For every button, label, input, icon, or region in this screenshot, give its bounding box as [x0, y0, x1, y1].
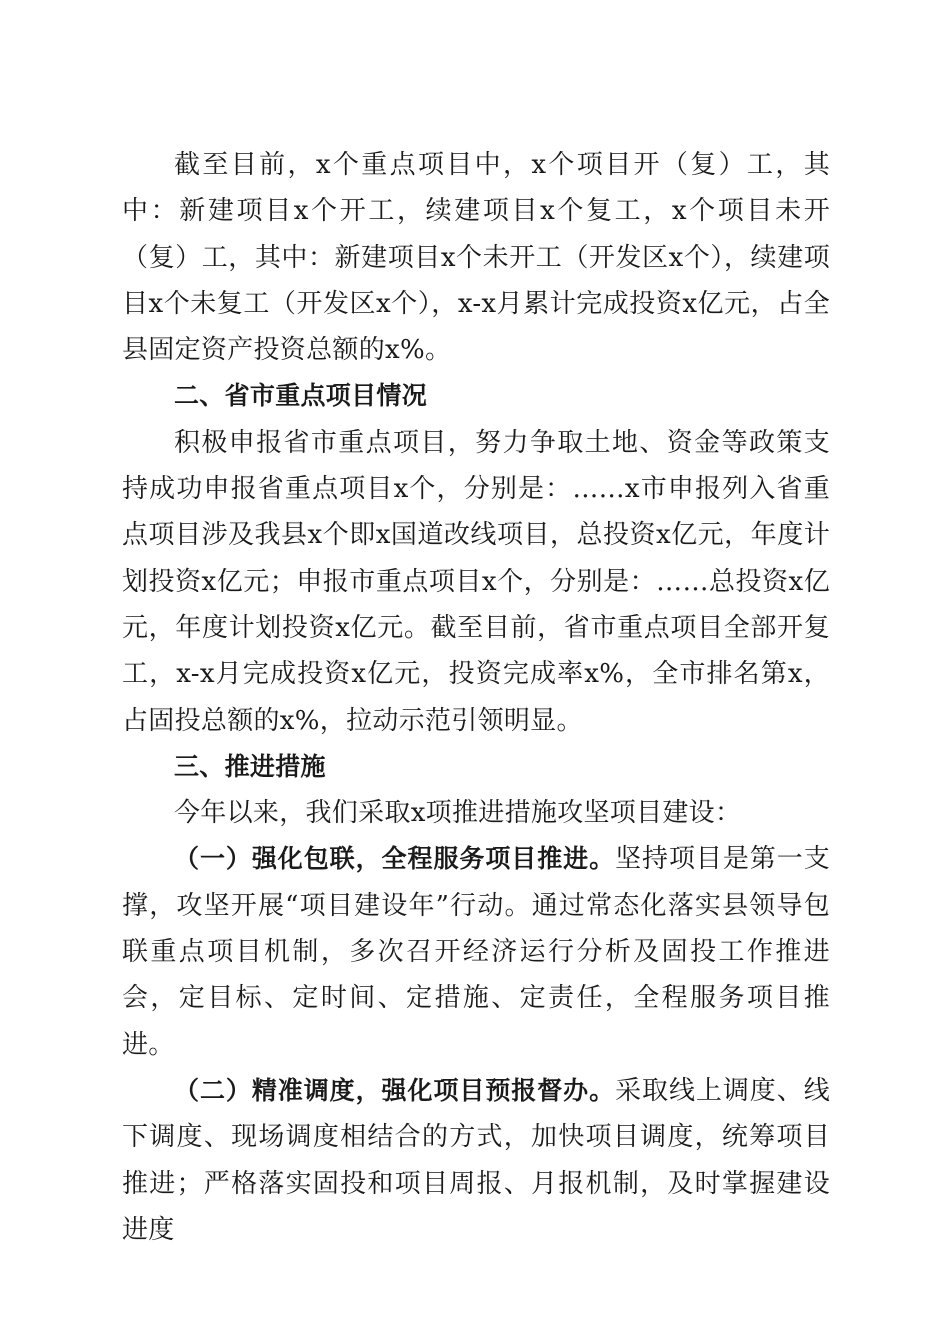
heading-provincial-projects: 二、省市重点项目情况	[174, 381, 428, 411]
heading-measures: 三、推进措施	[174, 751, 326, 781]
measure-1-body: 坚持项目是第一支撑，攻坚开展“项目建设年”行动。通过常态化落实县领导包联重点项目机制，多次召开经济运行分析及固投工作推进会，定目标、定时间、定措施、定责任，全程服务项目推进。	[122, 844, 830, 1060]
document-page	[122, 142, 830, 1253]
paragraph-measure-1	[122, 836, 830, 1067]
paragraph-measures-intro: 今年以来，我们采取x项推进措施攻坚项目建设：	[174, 798, 742, 829]
measure-2-title: （二）精准调度，强化项目预报督办。	[174, 1075, 616, 1105]
measure-1-title: （一）强化包联，全程服务项目推进。	[174, 844, 616, 874]
paragraph-progress: 截至目前，x个重点项目中，x个项目开（复）工，其中：新建项目x个开工，续建项目x个复工，x个项目未开（复）工，其中：新建项目x个未开工（开发区x个），续建项目x个未复工（开发区x个），x-x月累计完成投资x亿元，占全县固定资产投资总额的x%。	[122, 150, 830, 366]
measure-2-body: 采取线上调度、线下调度、现场调度相结合的方式，加快项目调度，统筹项目推进；严格落实固投和项目周报、月报机制，及时掌握建设进度	[122, 1075, 830, 1245]
paragraph-provincial-projects: 积极申报省市重点项目，努力争取土地、资金等政策支持成功申报省重点项目x个，分别是：……x市申报列入省重点项目涉及我县x个即x国道改线项目，总投资x亿元，年度计划投资x亿元；申报市重点项目x个，分别是：……总投资x亿元，年度计划投资x亿元。截至目前，省市重点项目全部开复工，x-x月完成投资x亿元，投资完成率x%，全市排名第x，占固投总额的x%，拉动示范引领明显。	[122, 427, 830, 736]
paragraph-measure-2	[122, 1068, 830, 1253]
